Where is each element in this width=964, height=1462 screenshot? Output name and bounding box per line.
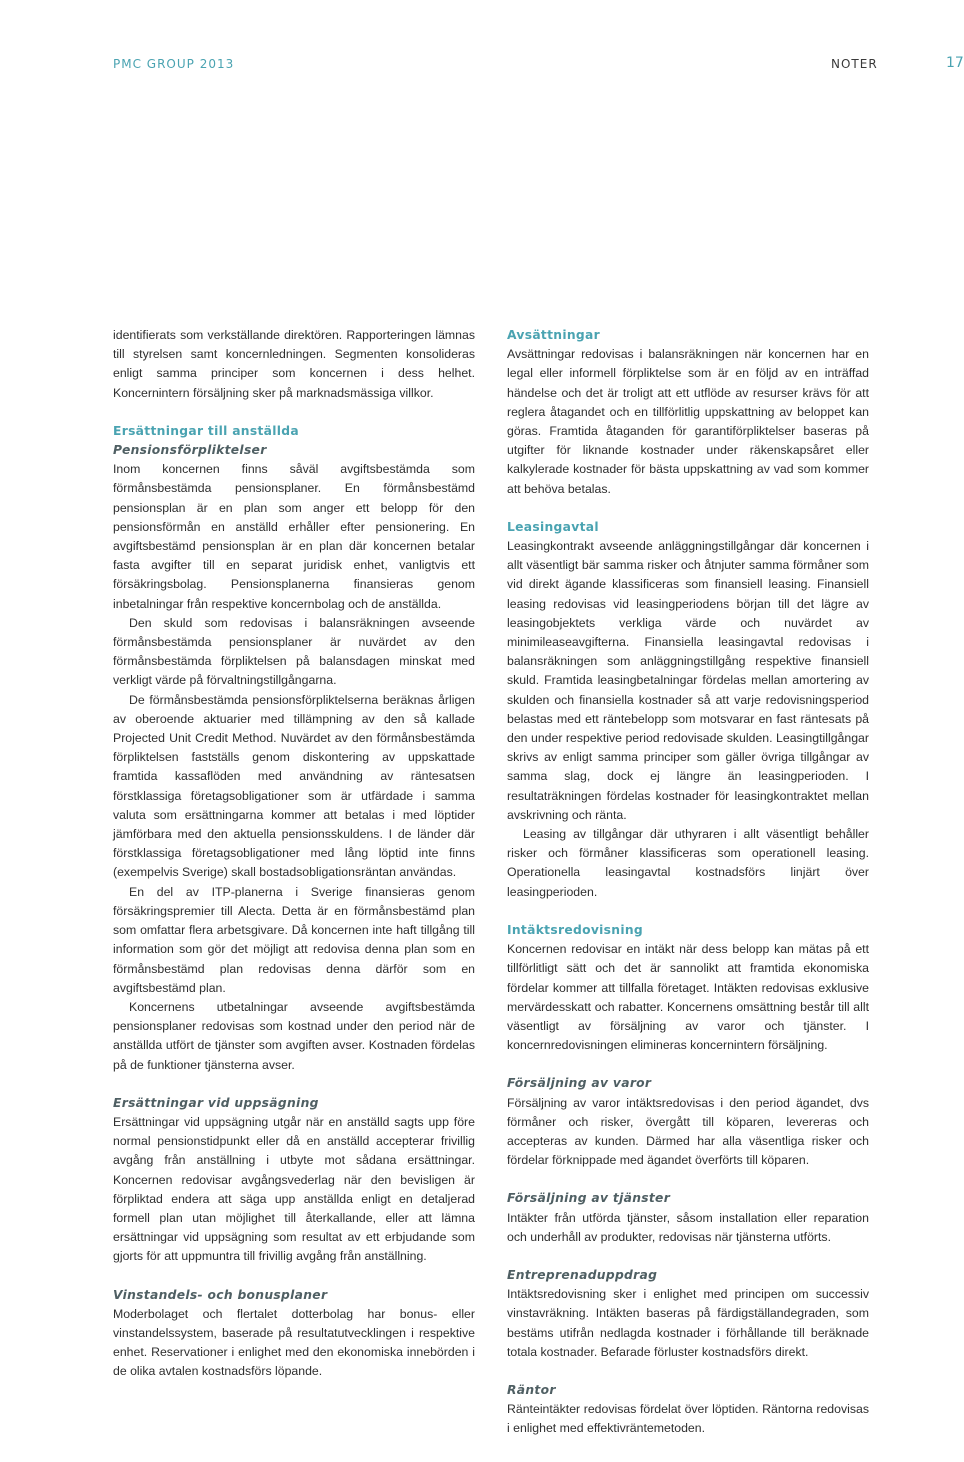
severance-heading: Ersättningar vid uppsägning: [113, 1095, 319, 1110]
provisions-heading: Avsättningar: [507, 328, 600, 342]
interest-heading: Räntor: [507, 1382, 556, 1397]
sale-of-services-heading: Försäljning av tjänster: [507, 1191, 671, 1206]
intro-paragraph: identifierats som verkställande direktören. Rapporteringen lämnas till styrelsen samt koncernledningen. Segmenten konsolideras enligt samma principer som koncernen i dess helhet. Koncernintern försäljning sker på marknadsmässiga villkor.: [113, 328, 475, 400]
paragraph: En del av ITP-planerna i Sverige finansieras genom försäkringspremier till Alecta. Detta är en förmånsbestämd plan som omfattar flera arbetsgivare. Då koncernen inte haft tillgång till information som gör det möjligt att redovisa denna plan som en förmånsbestämd plan redovisas denna därför som en avgiftsbestämd plan.: [113, 884, 475, 995]
sale-of-goods-heading: Försäljning av varor: [507, 1076, 652, 1091]
paragraph: Ersättningar vid uppsägning utgår när en anställd sagts upp före normal pensionstidpunkt eller då en anställd accepterar frivillig avgång från anställning i utbyte mot sådana ersättningar. Koncernen redovisar avgångsvederlag när den bevisligen är förpliktad endera att säga upp anställda enligt en detaljerad formell plan utan möjlighet till återkallande, eller att lämna ersättningar vid uppsägning som resultat av ett erbjudande som gjorts för att uppmuntra till frivillig avgång från anställning.: [113, 1114, 475, 1264]
paragraph: Ränteintäkter redovisas fördelat över löptiden. Räntorna redovisas i enlighet med effektivräntemetoden.: [507, 1402, 869, 1436]
paragraph: Moderbolaget och flertalet dotterbolag har bonus- eller vinstandelssystem, baserade på resultatutvecklingen i respektive enhet. Reservationer i enlighet med den ekonomiska innebörden i de olika avtalen kostnadsförs löpande.: [113, 1306, 475, 1379]
report-title: PMC GROUP 2013: [113, 57, 235, 71]
paragraph: Den skuld som redovisas i balansräkningen avseende förmånsbestämda pensionsplaner är nuvärdet av den förmånsbestämda förpliktelsen på balansdagen minskat med verkligt värde på förvaltningstillgångarna.: [113, 615, 475, 688]
leasing-heading: Leasingavtal: [507, 519, 599, 534]
left-column: [113, 326, 475, 1382]
construction-contracts-heading: Entreprenaduppdrag: [507, 1267, 658, 1282]
revenue-recognition-heading: Intäktsredovisning: [507, 922, 644, 937]
paragraph: Inom koncernen finns såväl avgiftsbestämda som förmånsbestämda pensionsplaner. En förmånsbestämd pensionsplan är en plan som anger ett belopp för den pensionsförmån en anställd erhåller efter pensionering. En avgiftsbestämd pensionsplan är en plan där koncernen betalar fasta avgifter till en separat juridisk enhet, vanligtvis ett försäkringsbolag. Pensionsplanerna finansieras genom inbetalningar från respektive koncernbolag och de anställda.: [113, 462, 475, 611]
paragraph: Koncernen redovisar en intäkt när dess belopp kan mätas på ett tillförlitligt sätt och det är sannolikt att framtida ekonomiska fördelar kommer att tillfalla företaget. Intäkten redovisas exklusive mervärdesskatt och rabatter. Koncernens omsättning består till allt väsentligt av försäljning av varor och tjänster. I koncernredovisningen elimineras koncernintern försäljning.: [507, 942, 869, 1053]
paragraph: Leasing av tillgångar där uthyraren i allt väsentligt behåller risker och förmåner klassificeras som operationell leasing. Operationella leasingavtal kostnadsförs linjärt över leasingperioden.: [507, 827, 869, 899]
paragraph: Avsättningar redovisas i balansräkningen när koncernen har en legal eller informell förpliktelse som är en följd av en inträffad händelse och det är troligt att ett utflöde av resurser krävs för att reglera åtagandet och en tillförlitlig uppskattning av beloppet kan göras. Framtida åtaganden för garantiförpliktelser baseras på utgifter för liknande kostnader under räkenskapsåret eller kalkylerade kostnader för bästa uppskattning av vad som kommer att behöva betalas.: [507, 347, 869, 496]
paragraph: Intäkter från utförda tjänster, såsom installation eller reparation och underhåll av produkter, redovisas när tjänsterna utförts.: [507, 1210, 869, 1244]
paragraph: Leasingkontrakt avseende anläggningstillgångar där koncernen i allt väsentligt bär samma risker och åtnjuter samma förmåner som vid direkt ägande klassificeras som finansiell leasing. Finansiell leasing redovisas vid leasingperiodens början till det lägre av leasingobjektets verkliga värde och nuvärdet av minimileaseavgifterna. Finansiella leasingavtal redovisas i balansräkningen som anläggningstillgång respektive finansiell skuld. Framtida leasingbetalningar fördelas mellan amortering av skulden och finansiella kostnader så att varje redovisningsperiod belastas med ett räntebelopp som motsvarar en fast räntesats på den under respektive period redovisade skulden. Leasingtillgångar skrivs av enligt samma principer som gäller övriga tillgångar av samma slag, dock ej längre än leasingperioden. I resultaträkningen fördelas kostnader för leasingkontraktet mellan avskrivning och ränta.: [507, 539, 869, 822]
paragraph: Intäktsredovisning sker i enlighet med principen om successiv vinstavräkning. Intäkten baseras på färdigställandegraden, som bestäms utifrån nedlagda kostnader i förhållande till beräknade totala kostnader. Befarade förluster kostnadsförs direkt.: [507, 1287, 869, 1359]
paragraph: Försäljning av varor intäktsredovisas i den period ägandet, dvs förmåner och risker, övergått till köparen, levereras och accepteras av kunden. Därmed har alla väsentliga risker och fördelar förknippade med ägandet överförts till köparen.: [507, 1095, 869, 1168]
section-label: NOTER: [831, 57, 878, 71]
paragraph: Koncernens utbetalningar avseende avgiftsbestämda pensionsplaner redovisas som kostnad under den period när de anställda utfört de tjänster som avgiften avser. Kostnaden fördelas på de funktioner tjänsterna avser.: [113, 999, 475, 1072]
page-number: 17: [946, 55, 964, 71]
paragraph: De förmånsbestämda pensionsförpliktelserna beräknas årligen av oberoende aktuarier med tillämpning av den så kallade Projected Unit Credit Method. Nuvärdet av den förmånsbestämda förpliktelsen fastställs genom diskontering av uppskattade framtida kassaflöden med användning av räntesatsen förstklassiga företagsobligationer som är utfärdade i samma valuta som ersättningarna kommer att betalas i med löptider jämförbara med den aktuella pensionsskuldens. I de länder där förstklassiga företagsobligationer med lång löptid inte finns (exempelvis Sverige) skall bostadsobligationsräntan användas.: [113, 692, 475, 880]
pension-obligations-heading: Pensionsförpliktelser: [113, 443, 267, 458]
right-column: [507, 326, 869, 1439]
employee-benefits-heading: Ersättningar till anställda: [113, 423, 299, 438]
bonus-plans-heading: Vinstandels- och bonusplaner: [113, 1287, 328, 1302]
